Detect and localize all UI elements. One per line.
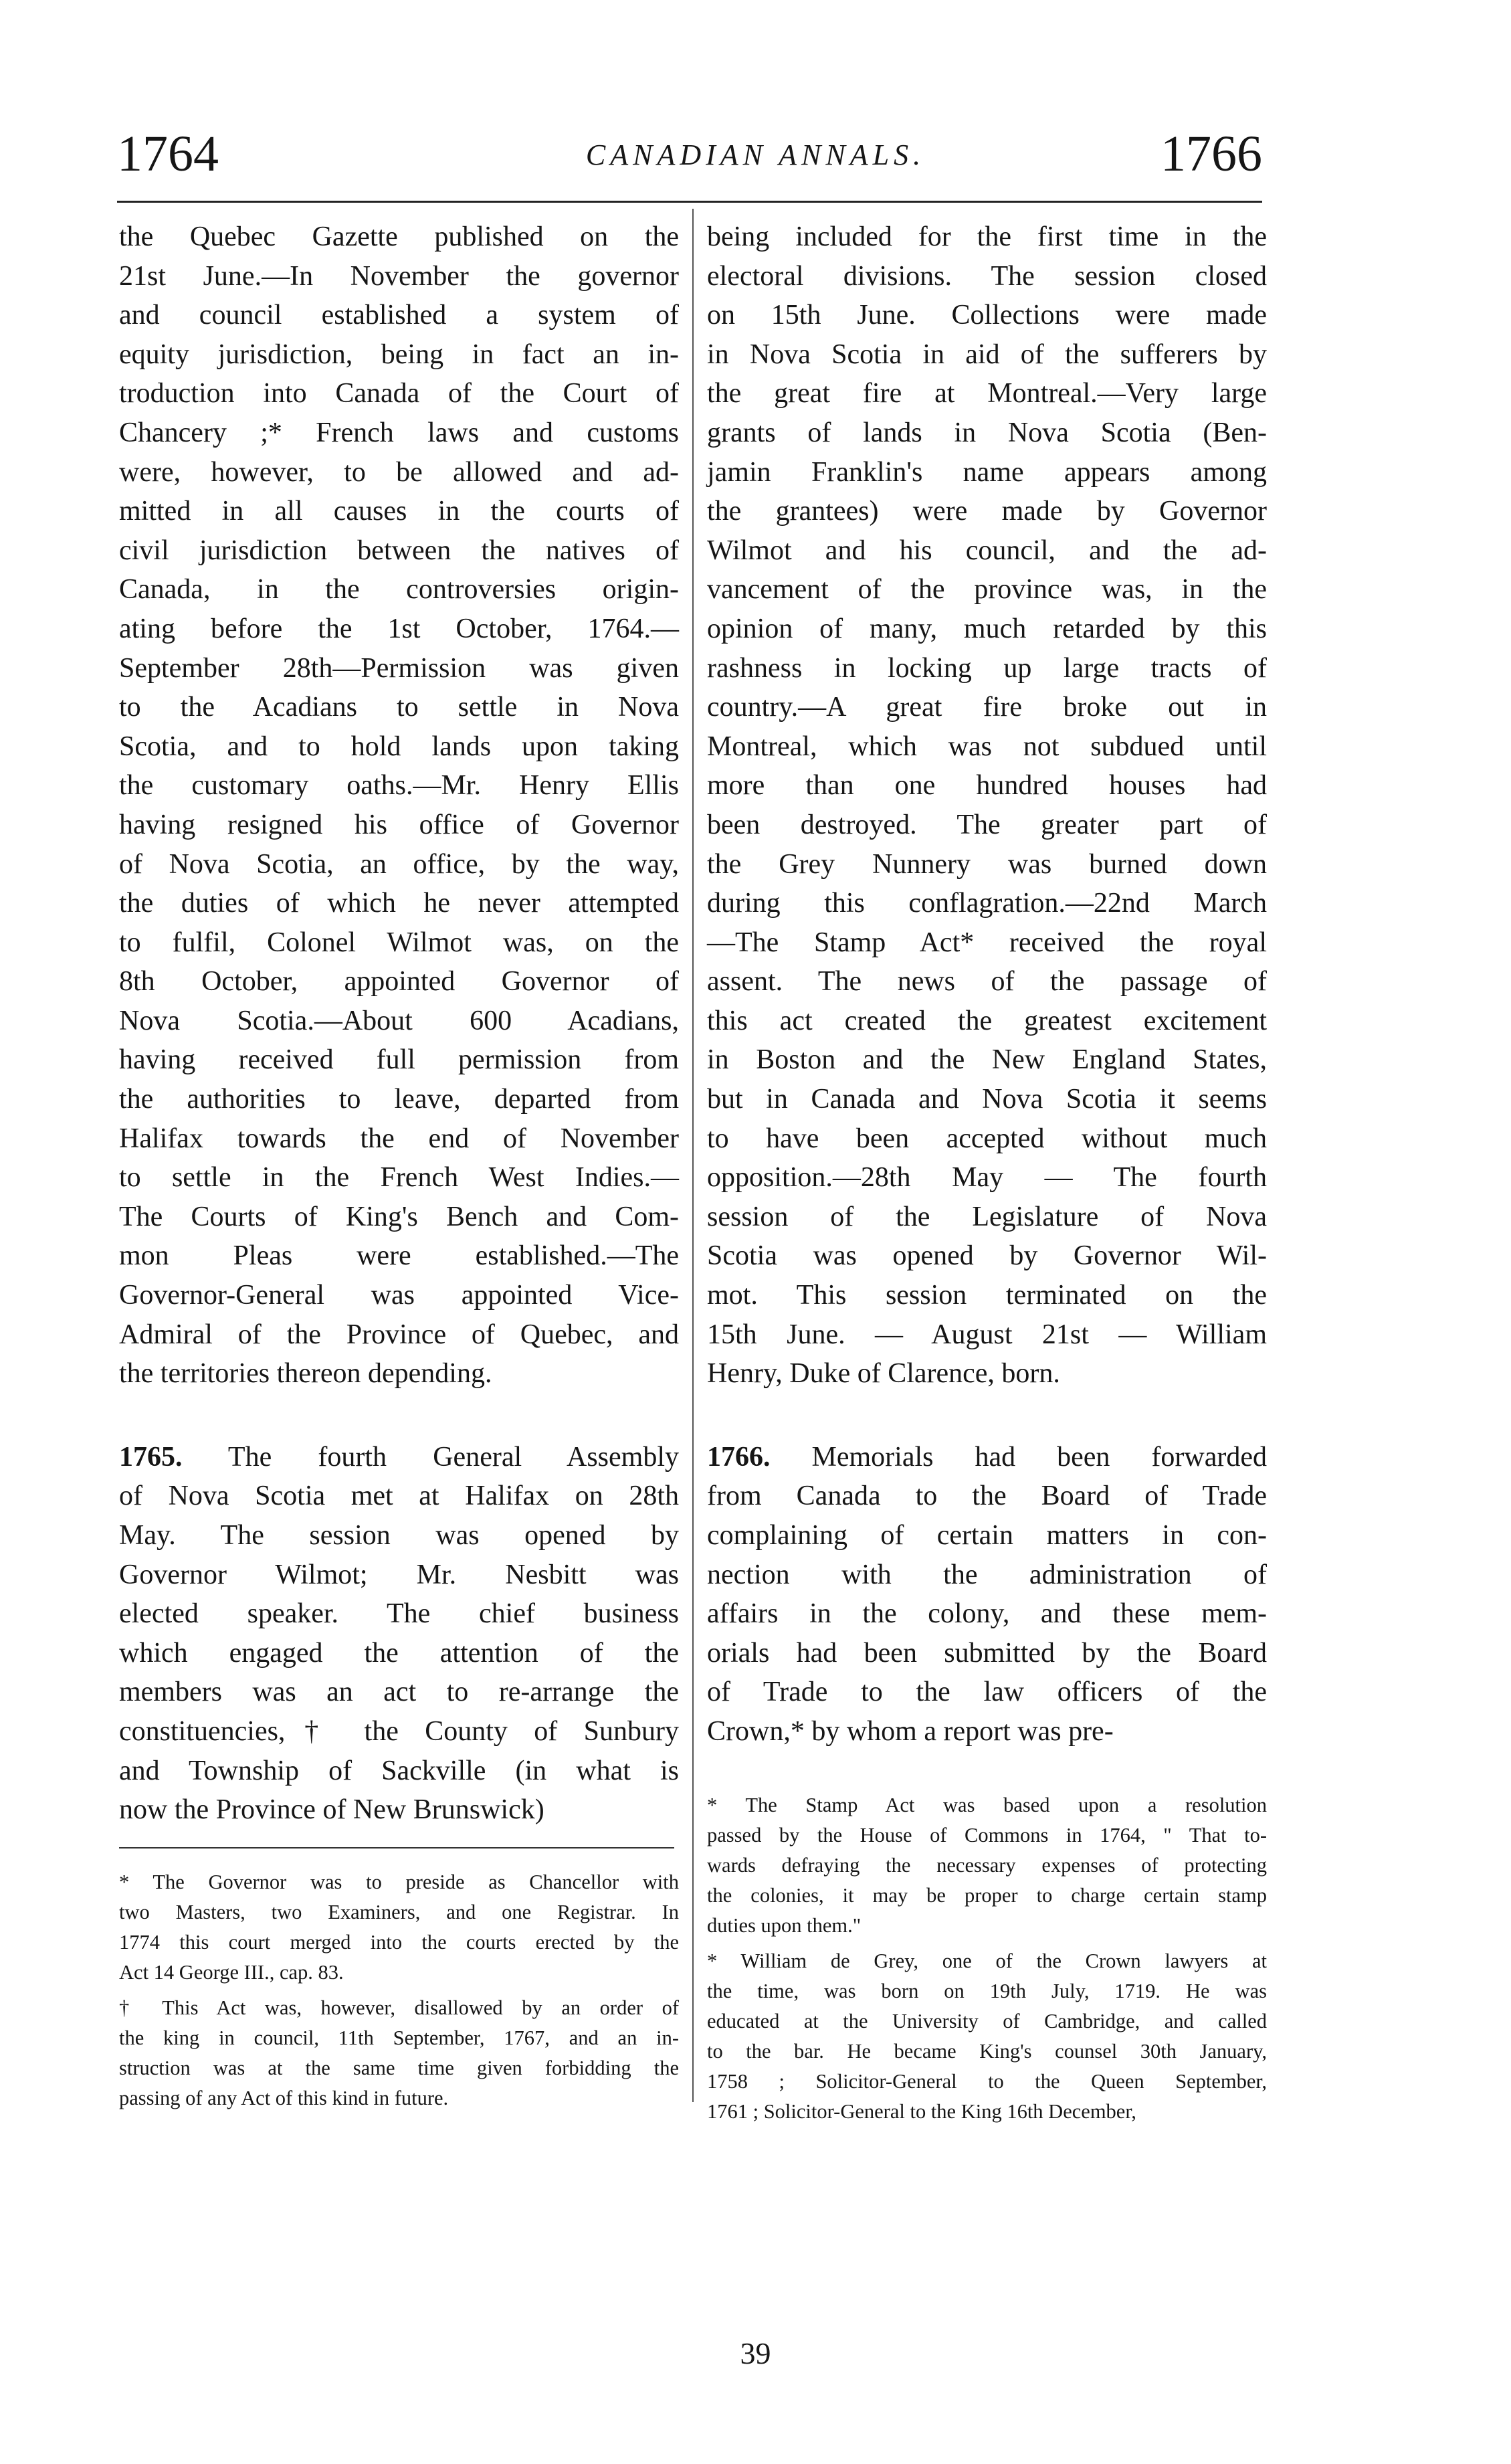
text-line: of Nova Scotia met at Halifax on 28th <box>119 1481 679 1512</box>
text-line: electoral divisions. The session closed <box>707 260 1267 292</box>
footnote-chancellor <box>119 1867 679 1988</box>
text-line: being included for the first time in the <box>707 221 1267 252</box>
text-line: Henry, Duke of Clarence, born. <box>707 1358 1060 1390</box>
text-line: Governor-General was appointed Vice- <box>119 1280 679 1311</box>
text-line: 15th June. — August 21st — William <box>707 1319 1267 1350</box>
text-line: the great fire at Montreal.—Very large <box>707 378 1267 409</box>
text-line: † This Act was, however, disallowed by an order of <box>119 1996 679 2019</box>
text-line: to have been accepted without much <box>707 1123 1267 1154</box>
running-title: CANADIAN ANNALS. <box>585 138 926 171</box>
text-line: the king in council, 11th September, 1767, and an in- <box>119 2026 679 2049</box>
text-line: Montreal, which was not subdued until <box>707 731 1267 762</box>
text-line: rashness in locking up large tracts of <box>707 652 1267 684</box>
text-line: Canada, in the controversies origin- <box>119 574 679 605</box>
text-line: 8th October, appointed Governor of <box>119 966 679 998</box>
text-line: to the Acadians to settle in Nova <box>119 692 679 723</box>
text-line: Governor Wilmot; Mr. Nesbitt was <box>119 1559 679 1590</box>
text-line: 1758 ; Solicitor-General to the Queen September, <box>707 2069 1267 2093</box>
text-line: Wilmot and his council, and the ad- <box>707 535 1267 566</box>
text-line: and council established a system of <box>119 300 679 331</box>
text-line: 1761 ; Solicitor-General to the King 16th December, <box>707 2099 1136 2123</box>
text-line <box>707 1438 1267 1477</box>
text-line: the customary oaths.—Mr. Henry Ellis <box>119 770 679 801</box>
text-line: elected speaker. The chief business <box>119 1598 679 1630</box>
text-line: from Canada to the Board of Trade <box>707 1481 1267 1512</box>
text-line: * The Governor was to preside as Chancellor with <box>119 1870 679 1893</box>
text-line: now the Province of New Brunswick) <box>119 1794 544 1826</box>
text-line: been destroyed. The greater part of <box>707 809 1267 840</box>
text-line: mot. This session terminated on the <box>707 1280 1267 1311</box>
text-line: more than one hundred houses had <box>707 770 1267 801</box>
entry-year: 1765. <box>119 1441 183 1473</box>
text-line: mon Pleas were established.—The <box>119 1240 679 1272</box>
entry-1765-text <box>119 1438 679 1830</box>
text-line: struction was at the same time given forbidding the <box>119 2056 679 2079</box>
text-line: but in Canada and Nova Scotia it seems <box>707 1084 1267 1115</box>
entry-first-line: The fourth General Assembly <box>182 1441 679 1473</box>
text-line: in Boston and the New England States, <box>707 1044 1267 1076</box>
entry-first-line: Memorials had been forwarded <box>770 1441 1267 1473</box>
text-line: the time, was born on 19th July, 1719. He was <box>707 1979 1267 2002</box>
text-line: complaining of certain matters in con- <box>707 1520 1267 1551</box>
text-line: civil jurisdiction between the natives of <box>119 535 679 566</box>
text-line: Crown,* by whom a report was pre- <box>707 1715 1114 1747</box>
text-line: equity jurisdiction, being in fact an in- <box>119 339 679 370</box>
left-column <box>119 217 679 2119</box>
text-line: and Township of Sackville (in what is <box>119 1755 679 1786</box>
paragraph-gap <box>119 1394 679 1438</box>
text-line: * The Stamp Act was based upon a resolution <box>707 1793 1267 1816</box>
page-header <box>0 0 1511 201</box>
text-line: the Grey Nunnery was burned down <box>707 848 1267 880</box>
entry-1766-text <box>707 1438 1267 1751</box>
text-line: the Quebec Gazette published on the <box>119 221 679 252</box>
text-line: jamin Franklin's name appears among <box>707 456 1267 488</box>
text-line: which engaged the attention of the <box>119 1637 679 1669</box>
text-line: affairs in the colony, and these mem- <box>707 1598 1267 1630</box>
text-line: passing of any Act of this kind in future. <box>119 2086 449 2109</box>
text-line: September 28th—Permission was given <box>119 652 679 684</box>
paragraph-gap <box>707 1394 1267 1438</box>
text-line: mitted in all causes in the courts of <box>119 496 679 527</box>
right-column <box>707 217 1267 2132</box>
text-line <box>119 1438 679 1477</box>
text-line: having received full permission from <box>119 1044 679 1076</box>
text-line: Nova Scotia.—About 600 Acadians, <box>119 1005 679 1036</box>
text-line: * William de Grey, one of the Crown lawyers at <box>707 1949 1267 1972</box>
text-line: Chancery ;* French laws and customs <box>119 417 679 448</box>
text-line: assent. The news of the passage of <box>707 966 1267 998</box>
column-divider <box>692 209 694 2102</box>
text-line: the territories thereon depending. <box>119 1358 492 1390</box>
text-line: members was an act to re-arrange the <box>119 1677 679 1708</box>
text-line: having resigned his office of Governor <box>119 809 679 840</box>
text-line: duties upon them." <box>707 1913 862 1937</box>
entry-1765-continued-text <box>707 217 1267 1394</box>
text-line: 21st June.—In November the governor <box>119 260 679 292</box>
text-line: the authorities to leave, departed from <box>119 1084 679 1115</box>
text-line: Act 14 George III., cap. 83. <box>119 1960 344 1984</box>
text-line: two Masters, two Examiners, and one Registrar. In <box>119 1900 679 1923</box>
footnote-act-disallowed <box>119 1993 679 2113</box>
footnote-stamp-act <box>707 1790 1267 1941</box>
text-line: of Nova Scotia, an office, by the way, <box>119 848 679 880</box>
text-line: to the bar. He became King's counsel 30th January, <box>707 2039 1267 2063</box>
text-line: on 15th June. Collections were made <box>707 300 1267 331</box>
text-line: to fulfil, Colonel Wilmot was, on the <box>119 927 679 958</box>
text-line: the grantees) were made by Governor <box>707 496 1267 527</box>
text-line: opinion of many, much retarded by this <box>707 613 1267 644</box>
text-line: the duties of which he never attempted <box>119 888 679 919</box>
text-line: were, however, to be allowed and ad- <box>119 456 679 488</box>
text-line: constituencies,† the County of Sunbury <box>119 1715 679 1747</box>
text-line: The Courts of King's Bench and Com- <box>119 1201 679 1232</box>
header-year-left: 1764 <box>117 126 219 182</box>
text-line: of Trade to the law officers of the <box>707 1677 1267 1708</box>
text-line: wards defraying the necessary expenses of protecting <box>707 1853 1267 1877</box>
text-line: —The Stamp Act* received the royal <box>707 927 1267 958</box>
text-line: May. The session was opened by <box>119 1520 679 1551</box>
text-line: ating before the 1st October, 1764.— <box>119 613 679 644</box>
text-line: this act created the greatest excitement <box>707 1005 1267 1036</box>
header-year-right: 1766 <box>1161 126 1262 182</box>
text-line: educated at the University of Cambridge, and called <box>707 2009 1267 2032</box>
footnote-rule <box>119 1847 674 1849</box>
page-number: 39 <box>740 2336 771 2370</box>
footnote-william-de-grey <box>707 1946 1267 2127</box>
text-line: orials had been submitted by the Board <box>707 1637 1267 1669</box>
header-rule <box>117 201 1262 203</box>
text-line: opposition.—28th May — The fourth <box>707 1162 1267 1194</box>
text-line: nection with the administration of <box>707 1559 1267 1590</box>
text-line: in Nova Scotia in aid of the sufferers by <box>707 339 1267 370</box>
text-line: vancement of the province was, in the <box>707 574 1267 605</box>
text-line: the colonies, it may be proper to charge certain stamp <box>707 1883 1267 1907</box>
text-line: to settle in the French West Indies.— <box>119 1162 679 1194</box>
text-line: Admiral of the Province of Quebec, and <box>119 1319 679 1350</box>
text-line: Scotia was opened by Governor Wil- <box>707 1240 1267 1272</box>
text-line: troduction into Canada of the Court of <box>119 378 679 409</box>
text-line: passed by the House of Commons in 1764, " That to- <box>707 1823 1267 1846</box>
entry-1764-text <box>119 217 679 1394</box>
text-line: Scotia, and to hold lands upon taking <box>119 731 679 762</box>
text-line: grants of lands in Nova Scotia (Ben- <box>707 417 1267 448</box>
text-line: session of the Legislature of Nova <box>707 1201 1267 1232</box>
text-line: 1774 this court merged into the courts erected by the <box>119 1930 679 1954</box>
text-line: Halifax towards the end of November <box>119 1123 679 1154</box>
text-line: during this conflagration.—22nd March <box>707 888 1267 919</box>
text-line: country.—A great fire broke out in <box>707 692 1267 723</box>
entry-year: 1766. <box>707 1441 771 1473</box>
